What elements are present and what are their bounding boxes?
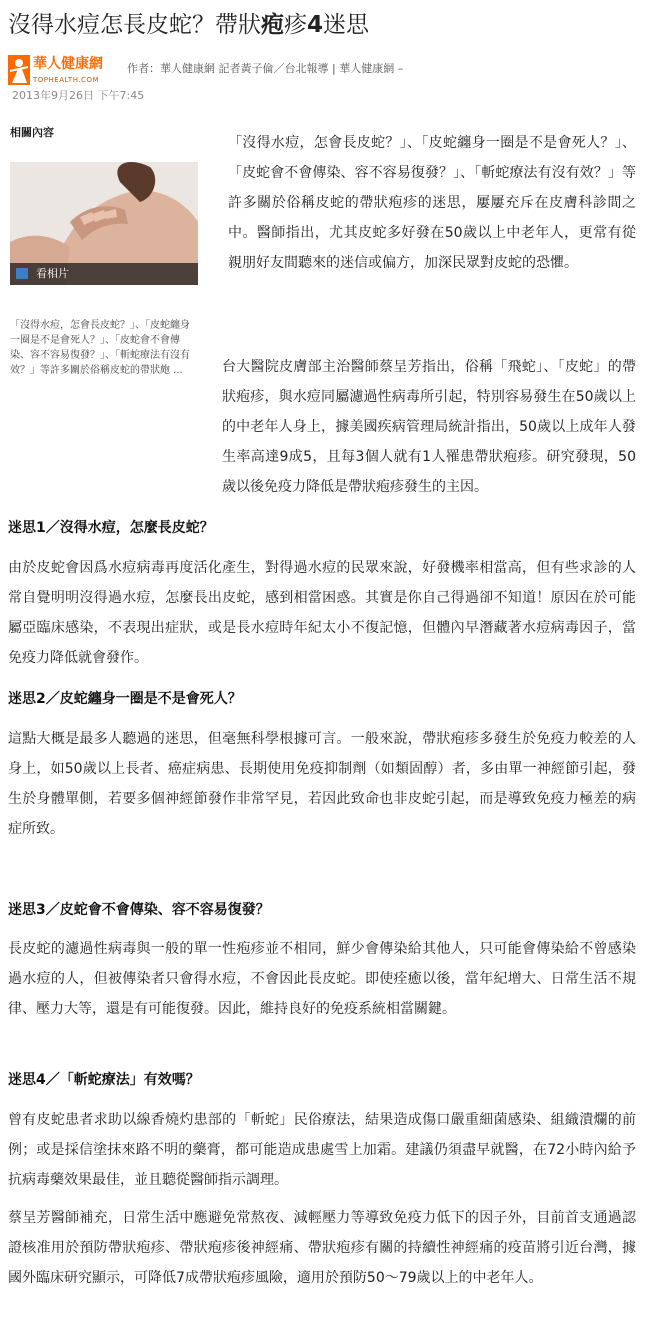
article-title: [8, 8, 638, 42]
lead-paragraph: 「沒得水痘，怎會長皮蛇？」、「皮蛇纏身一圈是不是會死人？」、「皮蛇會不會傳染、容不容易復發？」、「斬蛇療法有沒有效？」等許多關於俗稱皮蛇的帶狀疱疹的迷思，屢屢充斥在皮膚科診間之中。醫師指出，尤其皮蛇多好發在50歲以上中老年人，更常有從親朋好友間聽來的迷信或偏方，加深民眾對皮蛇的恐懼。: [228, 135, 636, 271]
logo-url: TOPHEALTH.COM: [33, 76, 99, 84]
myth-3-paragraph: 長皮蛇的濾過性病毒與一般的單一性疱疹並不相同，鮮少會傳染給其他人，只可能會傳染給不曾感染過水痘的人，但被傳染者只會得水痘，不會因此長皮蛇。即使痊癒以後，當年紀增大、日常生活不規律、壓力大等，還是有可能復發。因此，維持良好的免疫系統相當關鍵。: [8, 941, 636, 1017]
source-logo[interactable]: [8, 53, 116, 89]
myth-1-paragraph: 由於皮蛇會因爲水痘病毒再度活化產生，對得過水痘的民眾來說，好發機率相當高，但有些求診的人常自覺明明沒得過水痘，怎麼長出皮蛇，感到相當困惑。其實是你自己得過卻不知道！原因在於可能屬亞臨床感染，不表現出症狀，或是長水痘時年紀太小不復記憶，但體內早潛藏著水痘病毒因子，當免疫力降低就會發作。: [8, 560, 636, 666]
paragraph-2: 台大醫院皮膚部主治醫師蔡呈芳指出，俗稱「飛蛇」、「皮蛇」的帶狀疱疹，與水痘同屬濾過性病毒所引起，特別容易發生在50歲以上的中老年人身上，據美國疾病管理局統計指出，50歲以上成年人發生率高達9成5，且每3個人就有1人罹患帶狀疱疹。研究發現，50歲以後免疫力降低是帶狀疱疹發生的主因。: [222, 359, 636, 495]
publish-date: 2013年9月26日 下午7:45: [12, 89, 145, 102]
tophealth-logo-icon: [8, 55, 30, 85]
title-text: 沒得水痘怎長皮蛇？帶狀: [8, 12, 261, 38]
myth-1-heading: 迷思1／沒得水痘，怎麼長皮蛇？: [8, 520, 214, 536]
myth-3-heading: 迷思3／皮蛇會不會傳染、容不容易復發？: [8, 902, 270, 918]
title-text-3: 迷思: [323, 12, 370, 38]
myth-2-paragraph: 這點大概是最多人聽過的迷思，但毫無科學根據可言。一般來說，帶狀疱疹多發生於免疫力較差的人身上，如50歲以上長者、癌症病患、長期使用免疫抑制劑（如類固醇）者，多由單一神經節引起，發生於身體單側，若要多個神經節發作非常罕見，若因此致命也非皮蛇引起，而是導致免疫力極差的病症所致。: [8, 731, 636, 837]
gallery-icon: [16, 268, 28, 279]
view-photo-label[interactable]: 看相片: [36, 267, 69, 280]
logo-name: 華人健康網: [33, 56, 103, 72]
photo-caption-bar: [10, 263, 198, 285]
related-photo[interactable]: [10, 162, 198, 285]
title-number: 4: [307, 12, 324, 38]
myth-2-heading: 迷思2／皮蛇纏身一圈是不是會死人？: [8, 691, 242, 707]
related-excerpt[interactable]: 「沒得水痘，怎會長皮蛇？」、「皮蛇纏身一圈是不是會死人？」、「皮蛇會不會傳染、容不容易復發？」、「斬蛇療法有沒有效？」等許多關於俗稱皮蛇的帶狀皰 ...: [10, 320, 190, 376]
title-text-2: 疹: [284, 12, 307, 38]
byline: 作者：華人健康網 記者黃子倫／台北報導 | 華人健康網 –: [127, 62, 404, 75]
closing-paragraph: 蔡呈芳醫師補充，日常生活中應避免常熬夜、減輕壓力等導致免疫力低下的因子外，目前首支通過認證核准用於預防帶狀疱疹、帶狀疱疹後神經痛、帶狀疱疹有關的持續性神經痛的疫苗將引近台灣，據國外臨床研究顯示，可降低7成帶狀疱疹風險，適用於預防50～79歲以上的中老年人。: [8, 1210, 636, 1286]
related-content-title: 相關內容: [10, 126, 54, 139]
title-bold-char: 疱: [261, 12, 284, 38]
myth-4-paragraph: 曾有皮蛇患者求助以線香燒灼患部的「斬蛇」民俗療法，結果造成傷口嚴重細菌感染、組織潰爛的前例；或是採信塗抹來路不明的藥膏，都可能造成患處雪上加霜。建議仍須盡早就醫，在72小時內給予抗病毒藥效果最佳，並且聽從醫師指示調理。: [8, 1112, 636, 1188]
myth-4-heading: 迷思4／「斬蛇療法」有效嗎？: [8, 1072, 200, 1088]
